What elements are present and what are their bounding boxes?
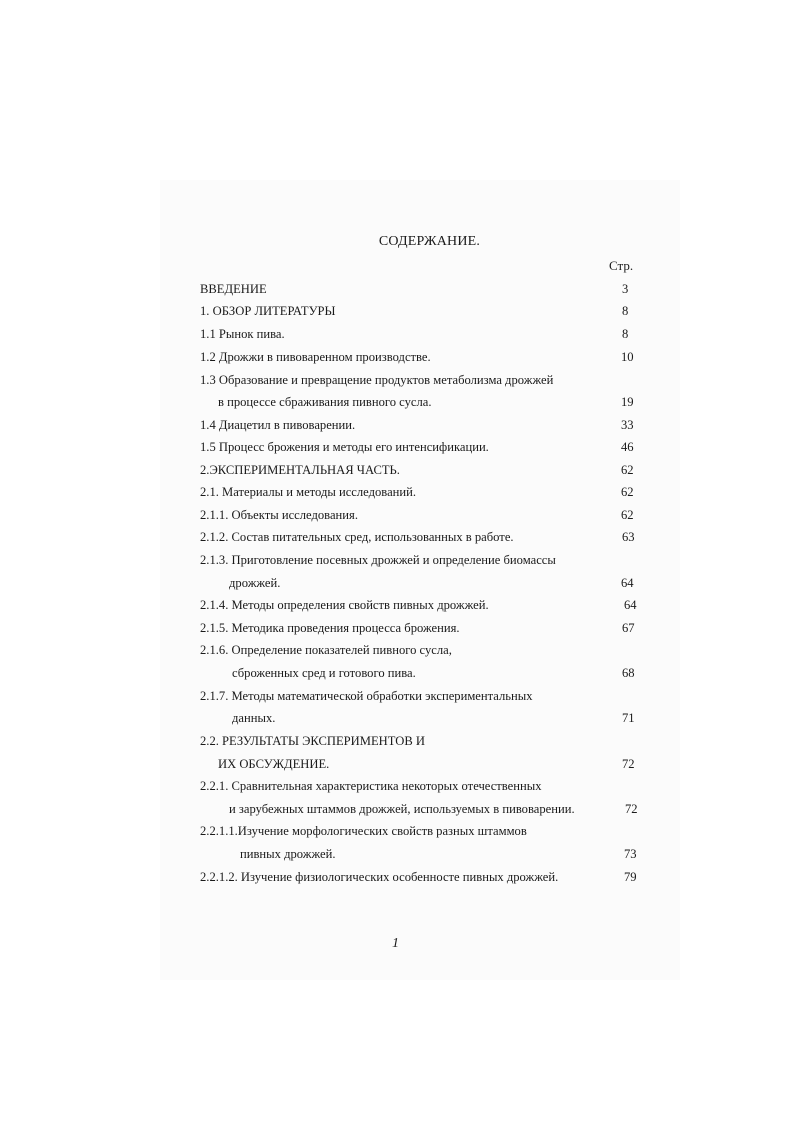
toc-entry-page: 8 [622,327,629,341]
toc-entry-text: 2.1.3. Приготовление посевных дрожжей и определение биомассы [200,553,556,567]
toc-entry-text: сброженных сред и готового пива. [232,666,416,680]
toc-entry-text: 1. ОБЗОР ЛИТЕРАТУРЫ [200,304,336,318]
toc-entry-text: и зарубежных штаммов дрожжей, используемых в пивоварении. [229,802,575,816]
toc-entry-text: 2.2. РЕЗУЛЬТАТЫ ЭКСПЕРИМЕНТОВ И [200,734,426,748]
toc-entry-text: 2.ЭКСПЕРИМЕНТАЛЬНАЯ ЧАСТЬ. [200,463,400,477]
toc-entry-text: ВВЕДЕНИЕ [200,282,267,296]
toc-entry-page: 3 [622,282,629,296]
toc-entry-text: ИХ ОБСУЖДЕНИЕ. [218,757,330,771]
toc-entry-text: 1.1 Рынок пива. [200,327,285,341]
toc-entry-text: дрожжей. [229,576,281,590]
toc-entry-page: 62 [621,463,634,477]
toc-entry-page: 62 [621,485,634,499]
toc-entry-page: 72 [625,802,638,816]
toc-entry-text: 2.1.7. Методы математической обработки экспериментальных [200,689,533,703]
toc-entry-page: 63 [622,530,635,544]
toc-entry-page: 73 [624,847,637,861]
toc-entry-text: 1.4 Диацетил в пивоварении. [200,418,356,432]
toc-entry-text: 2.2.1.2. Изучение физиологических особенносте пивных дрожжей. [200,870,559,884]
toc-entry-page: 62 [621,508,634,522]
toc-entry-text: 2.1.2. Состав питательных сред, использованных в работе. [200,530,514,544]
toc-entry-text: 2.2.1. Сравнительная характеристика некоторых отечественных [200,779,542,793]
toc-entry-text: 2.1.5. Методика проведения процесса брожения. [200,621,460,635]
toc-entry-text: 1.3 Образование и превращение продуктов метаболизма дрожжей [200,373,554,387]
toc-entry-page: 19 [621,395,634,409]
toc-entry-text: 2.1.4. Методы определения свойств пивных дрожжей. [200,598,489,612]
toc-entry-page: 68 [622,666,635,680]
toc-entry-text: данных. [232,711,276,725]
toc-entry-page: 71 [622,711,635,725]
toc-entry-page: 33 [621,418,634,432]
toc-entry-page: 79 [624,870,637,884]
toc-entry-page: 46 [621,440,634,454]
toc-entry-text: пивных дрожжей. [240,847,336,861]
toc-entry-text: 2.1.6. Определение показателей пивного сусла, [200,643,452,657]
toc-entry-text: 2.1.1. Объекты исследования. [200,508,358,522]
toc-entry-page: 8 [622,304,629,318]
toc-entry-text: 1.2 Дрожжи в пивоваренном производстве. [200,350,431,364]
toc-title: СОДЕРЖАНИЕ. [378,234,481,249]
toc-entry-text: 1.5 Процесс брожения и методы его интенсификации. [200,440,489,454]
toc-entry-text: 2.1. Материалы и методы исследований. [200,485,417,499]
toc-entry-page: 67 [622,621,635,635]
page-number: 1 [392,936,399,951]
toc-entry-page: 64 [621,576,634,590]
toc-entry-text: 2.2.1.1.Изучение морфологических свойств разных штаммов [200,824,527,838]
toc-entry-page: 72 [622,757,635,771]
page-column-header: Стр. [609,258,634,273]
toc-entry-text: в процессе сбраживания пивного сусла. [218,395,432,409]
toc-entry-page: 64 [624,598,637,612]
toc-entry-page: 10 [621,350,634,364]
